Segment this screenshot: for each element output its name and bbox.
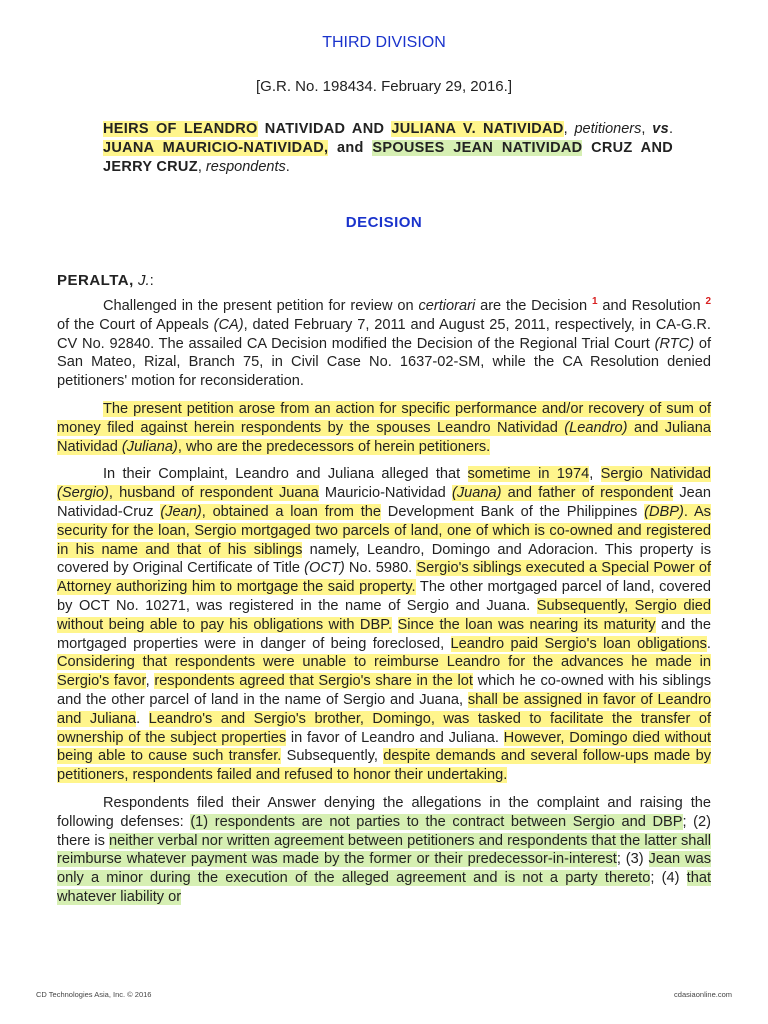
party-role: petitioners xyxy=(574,121,642,137)
text-span: The other mortgaged parcel of land, covered by OCT No. 10271, was registered in the name of Sergio and Juana. xyxy=(57,579,711,614)
text-span: ; (4) xyxy=(650,870,687,887)
highlight-yellow: (Leandro) xyxy=(564,419,628,436)
text-span: certiorari xyxy=(418,298,476,314)
decision-heading: DECISION xyxy=(345,214,423,231)
text-span: , dated February 7, 2011 and August 25, 2011, respectively, in CA-G.R. CV No. 92840. The assailed CA Decision modified the Decision of the Regional Trial Court xyxy=(57,316,711,352)
highlight-green: that whatever liability or xyxy=(57,870,711,905)
party-heirs: HEIRS OF LEANDRO xyxy=(103,121,258,137)
ponente-colon: : xyxy=(149,272,154,289)
highlight-yellow: and father of respondent xyxy=(501,485,674,502)
highlight-yellow: . As security for the loan, Sergio mortgaged two parcels of land, one of which is co-owned and registered in his name and that of his siblings xyxy=(57,503,711,558)
highlight-yellow: sometime in 1974 xyxy=(467,466,590,483)
text-span: Respondents filed their Answer denying the allegations in the complaint and raising the following defenses: xyxy=(57,794,711,830)
text-span: (OCT) xyxy=(304,560,345,577)
ponente-name: PERALTA, xyxy=(57,272,134,289)
text-span: and the mortgaged properties were in danger of being foreclosed, xyxy=(57,616,711,652)
party-spouses: SPOUSES JEAN NATIVIDAD xyxy=(372,140,583,156)
highlight-yellow: respondents agreed that Sergio's share in the lot xyxy=(154,673,473,690)
party-text: CRUZ AND JERRY CRUZ xyxy=(103,140,674,175)
paragraph-2 xyxy=(57,400,711,456)
case-number: [G.R. No. 198434. February 29, 2016.] xyxy=(256,78,512,95)
case-parties xyxy=(103,120,673,177)
text-span: which he co-owned with his siblings and the other parcel of land in the name of Sergio and Juana, xyxy=(57,673,712,708)
party-text: , xyxy=(563,121,568,137)
text-span: of the Court of Appeals xyxy=(57,316,214,333)
text-span: In their Complaint, Leandro and Juliana alleged that xyxy=(103,466,468,483)
highlight-yellow: The present petition arose from an action for specific performance and/or recovery of sum of money filed against herein respondents by the spouses Leandro Natividad xyxy=(57,400,711,436)
text-span: ; (2) there is xyxy=(57,813,712,849)
text-span: Subsequently, xyxy=(281,748,384,765)
party-text: NATIVIDAD AND xyxy=(257,121,392,137)
text-span xyxy=(392,617,397,633)
text-span: , xyxy=(589,466,601,483)
highlight-yellow: (Juana) xyxy=(451,485,502,502)
highlight-yellow: (Juliana) xyxy=(121,438,178,455)
party-juana: JUANA MAURICIO-NATIVIDAD, xyxy=(103,140,329,156)
text-span: . xyxy=(706,635,711,652)
highlight-yellow: Sergio Natividad xyxy=(600,466,711,483)
highlight-yellow: Subsequently, Sergio died without being able to pay his obligations with DBP. xyxy=(57,597,711,633)
highlight-yellow: Leandro paid Sergio's loan obligations xyxy=(450,635,707,652)
text-span: and Resolution xyxy=(597,298,706,314)
highlight-yellow: (Sergio) xyxy=(57,485,109,502)
highlight-yellow: and Juliana Natividad xyxy=(57,419,711,455)
text-span: ; (3) xyxy=(616,851,649,868)
highlight-yellow: , husband of respondent Juana xyxy=(108,485,319,502)
highlight-green: neither verbal nor written agreement between petitioners and respondents that the latter shall reimburse whatever payment was made by the former or their predecessor-in-interest xyxy=(57,832,711,868)
highlight-yellow: Since the loan was nearing its maturity xyxy=(397,616,656,633)
footer-copyright: CD Technologies Asia, Inc. © 2016 xyxy=(36,990,152,999)
highlight-yellow: , obtained a loan from the xyxy=(201,503,381,520)
footnote-link-2[interactable]: 2 xyxy=(705,296,711,308)
versus-label: vs xyxy=(652,121,669,137)
paragraph-4 xyxy=(57,794,711,907)
text-span: are the Decision xyxy=(475,298,592,314)
text-span: Jean Natividad-Cruz xyxy=(57,485,711,520)
party-juliana: JULIANA V. NATIVIDAD xyxy=(391,121,564,137)
highlight-yellow: (DBP) xyxy=(644,503,684,520)
footnote-link-1[interactable]: 1 xyxy=(592,296,598,308)
highlight-green: (1) respondents are not parties to the contract between Sergio and DBP xyxy=(190,813,683,830)
text-span: No. 5980. xyxy=(344,560,417,577)
highlight-yellow: Considering that respondents were unable to reimburse Leandro for the advances he made in Sergio's favor xyxy=(57,654,711,690)
text-span: Challenged in the present petition for review on xyxy=(103,298,419,314)
highlight-yellow: However, Domingo died without being able to cause such transfer. xyxy=(57,729,711,765)
text-span: of San Mateo, Rizal, Branch 75, in Civil Case No. 1637-02-SM, while the CA Resolution denied petitioners' motion for reconsideration. xyxy=(57,335,711,390)
ponente-title: J. xyxy=(137,272,150,289)
party-text: , xyxy=(197,159,206,175)
text-span: namely, Leandro, Domingo and Adoracion. This property is covered by Original Certificate of Title xyxy=(57,541,711,577)
text-span: (RTC) xyxy=(654,335,695,352)
text-span: Mauricio-Natividad xyxy=(318,485,452,502)
text-span: Development Bank of the Philippines xyxy=(381,503,645,520)
highlight-yellow: Sergio's siblings executed a Special Power of Attorney authorizing him to mortgage the said property. xyxy=(57,560,712,596)
highlight-yellow: (Jean) xyxy=(160,503,202,520)
party-role: respondents xyxy=(205,159,286,175)
ponente-line xyxy=(57,272,154,289)
highlight-yellow: shall be assigned in favor of Leandro and Juliana xyxy=(57,691,712,727)
highlight-green: Jean was only a minor during the execution of the alleged agreement and is not a party thereto xyxy=(57,851,711,887)
party-text: and xyxy=(328,140,373,156)
text-span: , xyxy=(145,673,155,690)
footer-site: cdasiaonline.com xyxy=(674,990,732,999)
paragraph-3 xyxy=(57,465,711,785)
paragraph-1 xyxy=(57,297,711,391)
text-span: in favor of Leandro and Juliana. xyxy=(286,729,504,746)
highlight-yellow: Leandro's and Sergio's brother, Domingo, was tasked to facilitate the transfer of ownership of the subject properties xyxy=(57,710,711,746)
text-span: . xyxy=(136,710,149,727)
decision-body xyxy=(57,297,711,916)
division-heading: THIRD DIVISION xyxy=(322,34,446,51)
party-text: . xyxy=(669,121,674,137)
highlight-yellow: despite demands and several follow-ups made by petitioners, respondents failed and refused to honor their undertaking. xyxy=(57,748,711,784)
party-text: . xyxy=(285,159,290,175)
text-span: (CA) xyxy=(213,316,244,333)
party-text: , xyxy=(641,121,653,137)
highlight-yellow: , who are the predecessors of herein petitioners. xyxy=(177,438,491,455)
